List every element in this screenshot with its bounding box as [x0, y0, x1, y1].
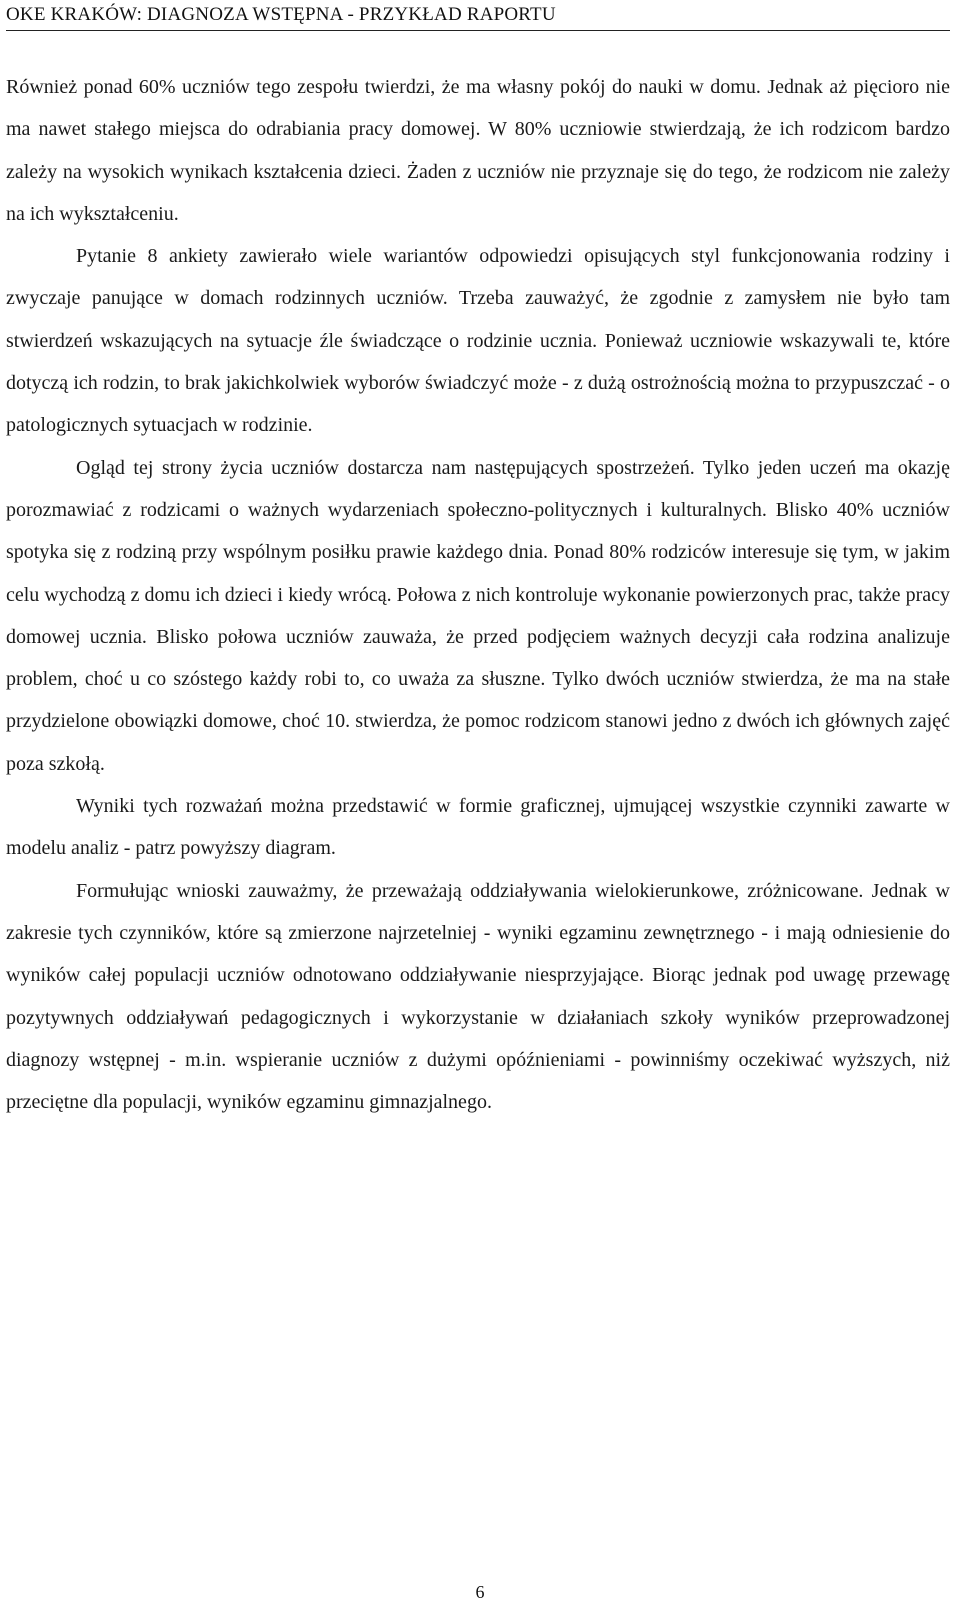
- paragraph-1: Również ponad 60% uczniów tego zespołu twierdzi, że ma własny pokój do nauki w domu. Jednak aż pięcioro nie ma nawet stałego miejsca do odrabiania pracy domowej. W 80% uczniowie stwierdzają, że ich rodzicom bardzo zależy na wysokich wynikach kształcenia dzieci. Żaden z uczniów nie przyznaje się do tego, że rodzicom nie zależy na ich wykształceniu.: [6, 76, 950, 225]
- document-body: [6, 66, 950, 1123]
- page-header: OKE KRAKÓW: DIAGNOZA WSTĘPNA - PRZYKŁAD RAPORTU: [6, 4, 950, 31]
- paragraph-5: Formułując wnioski zauważmy, że przeważają oddziaływania wielokierunkowe, zróżnicowane. Jednak w zakresie tych czynników, które są zmierzone najrzetelniej - wyniki egzaminu zewnętrznego - i mają odniesienie do wyników całej populacji uczniów odnotowano oddziaływanie niesprzyjające. Biorąc jednak pod uwagę przewagę pozytywnych oddziaływań pedagogicznych i wykorzystanie w działaniach szkoły wyników przeprowadzonej diagnozy wstępnej - m.in. wspieranie uczniów z dużymi opóźnieniami - powinniśmy oczekiwać wyższych, niż przeciętne dla populacji, wyników egzaminu gimnazjalnego.: [6, 879, 950, 1114]
- paragraph-2: Pytanie 8 ankiety zawierało wiele wariantów odpowiedzi opisujących styl funkcjonowania rodziny i zwyczaje panujące w domach rodzinnych uczniów. Trzeba zauważyć, że zgodnie z zamysłem nie było tam stwierdzeń wskazujących na sytuacje źle świadczące o rodzinie ucznia. Ponieważ uczniowie wskazywali te, które dotyczą ich rodzin, to brak jakichkolwiek wyborów świadczyć może - z dużą ostrożnością można to przypuszczać - o patologicznych sytuacjach w rodzinie.: [6, 245, 950, 437]
- paragraph-3: Ogląd tej strony życia uczniów dostarcza nam następujących spostrzeżeń. Tylko jeden uczeń ma okazję porozmawiać z rodzicami o ważnych wydarzeniach społeczno-politycznych i kulturalnych. Blisko 40% uczniów spotyka się z rodziną przy wspólnym posiłku prawie każdego dnia. Ponad 80% rodziców interesuje się tym, w jakim celu wychodzą z domu ich dzieci i kiedy wrócą. Połowa z nich kontroluje wykonanie powierzonych prac, także pracy domowej ucznia. Blisko połowa uczniów zauważa, że przed podjęciem ważnych decyzji cała rodzina analizuje problem, choć u co szóstego każdy robi to, co uważa za słuszne. Tylko dwóch uczniów stwierdza, że ma na stałe przydzielone obowiązki domowe, choć 10. stwierdza, że pomoc rodzicom stanowi jedno z dwóch ich głównych zajęć poza szkołą.: [6, 456, 950, 775]
- page-number: 6: [475, 1582, 485, 1602]
- paragraph-4: Wyniki tych rozważań można przedstawić w formie graficznej, ujmującej wszystkie czynniki zawarte w modelu analiz - patrz powyższy diagram.: [6, 795, 950, 860]
